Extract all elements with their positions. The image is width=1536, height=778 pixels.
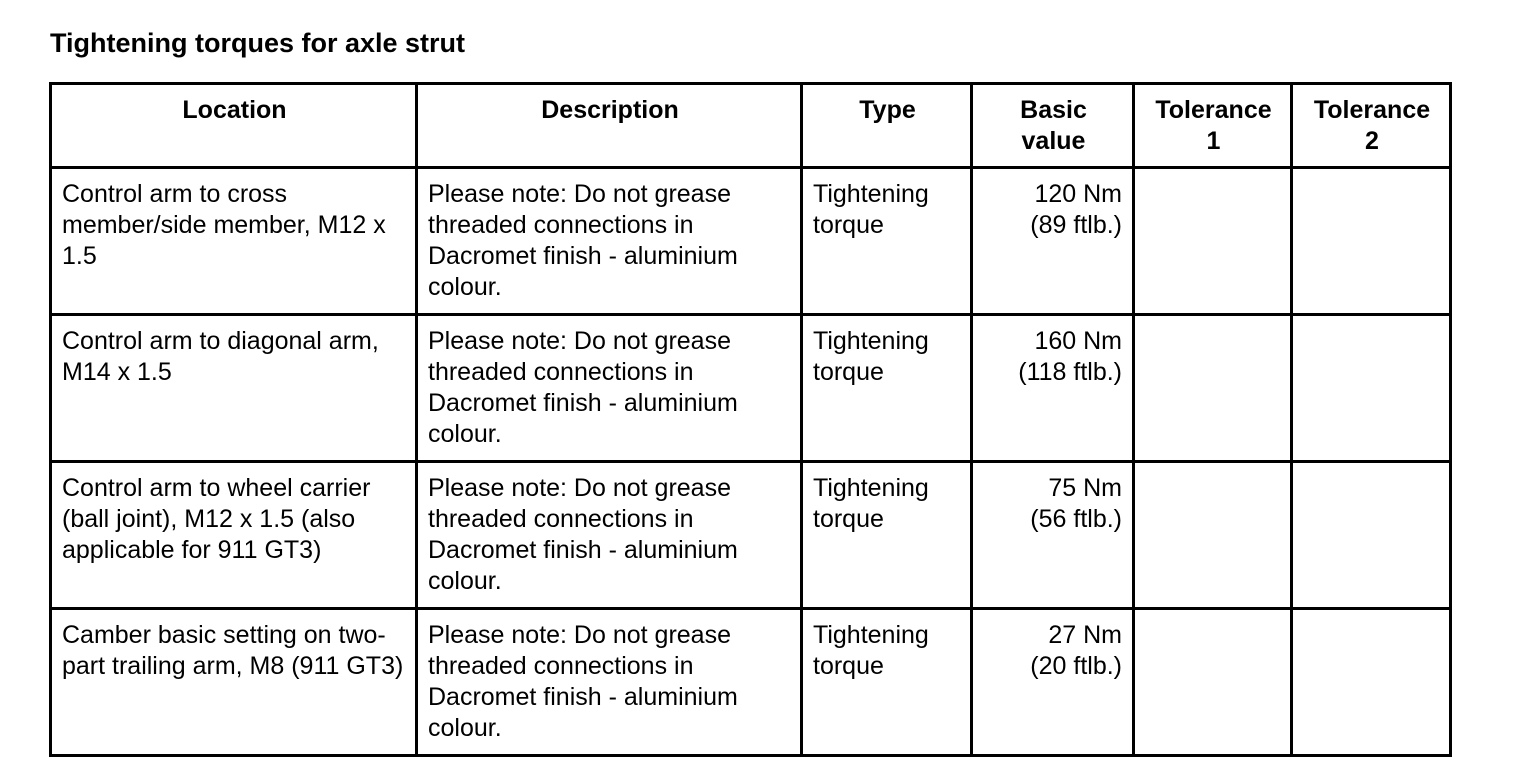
cell-tolerance-1 <box>1134 315 1292 462</box>
cell-basic-value <box>972 168 1134 315</box>
basic-value-nm: 120 Nm <box>1034 180 1122 208</box>
header-tolerance-2-line1: Tolerance <box>1313 96 1431 124</box>
cell-basic-value <box>972 462 1134 609</box>
page-title: Tightening torques for axle strut <box>50 28 466 58</box>
basic-value-nm: 75 Nm <box>1048 474 1122 502</box>
cell-location: Control arm to wheel carrier (ball joint), M12 x 1.5 (also applicable for 911 GT3) <box>51 462 417 609</box>
cell-tolerance-2 <box>1292 609 1451 756</box>
cell-location: Camber basic setting on two-part trailing arm, M8 (911 GT3) <box>51 609 417 756</box>
header-tolerance-1 <box>1134 84 1292 168</box>
cell-tolerance-2 <box>1292 168 1451 315</box>
header-tolerance-2 <box>1292 84 1451 168</box>
cell-tolerance-1 <box>1134 462 1292 609</box>
cell-type: Tightening torque <box>802 168 972 315</box>
cell-description: Please note: Do not grease threaded connections in Dacromet finish - aluminium colour. <box>417 315 802 462</box>
cell-description: Please note: Do not grease threaded connections in Dacromet finish - aluminium colour. <box>417 168 802 315</box>
table-row <box>51 462 1451 609</box>
header-basic-value <box>972 84 1134 168</box>
header-type: Type <box>802 84 972 168</box>
cell-tolerance-1 <box>1134 168 1292 315</box>
header-description: Description <box>417 84 802 168</box>
basic-value-nm: 160 Nm <box>1034 327 1122 355</box>
cell-tolerance-2 <box>1292 462 1451 609</box>
table-row <box>51 609 1451 756</box>
cell-type: Tightening torque <box>802 462 972 609</box>
header-basic-value-line1: Basic <box>1020 96 1087 124</box>
table-header-row <box>51 84 1451 168</box>
cell-type: Tightening torque <box>802 315 972 462</box>
header-basic-value-line2: value <box>1021 127 1086 155</box>
cell-description: Please note: Do not grease threaded connections in Dacromet finish - aluminium colour. <box>417 462 802 609</box>
cell-type: Tightening torque <box>802 609 972 756</box>
cell-tolerance-1 <box>1134 609 1292 756</box>
cell-basic-value <box>972 315 1134 462</box>
cell-description: Please note: Do not grease threaded connections in Dacromet finish - aluminium colour. <box>417 609 802 756</box>
basic-value-ftlb: (56 ftlb.) <box>1030 505 1122 533</box>
cell-location: Control arm to cross member/side member, M12 x 1.5 <box>51 168 417 315</box>
basic-value-ftlb: (20 ftlb.) <box>1030 652 1122 680</box>
basic-value-nm: 27 Nm <box>1048 621 1122 649</box>
header-tolerance-1-line1: Tolerance <box>1155 96 1272 124</box>
table-row <box>51 168 1451 315</box>
header-tolerance-1-line2: 1 <box>1206 127 1221 155</box>
cell-tolerance-2 <box>1292 315 1451 462</box>
basic-value-ftlb: (118 ftlb.) <box>1018 358 1122 386</box>
cell-location: Control arm to diagonal arm, M14 x 1.5 <box>51 315 417 462</box>
table-row <box>51 315 1451 462</box>
header-tolerance-2-line2: 2 <box>1365 127 1379 155</box>
torque-table <box>49 82 1452 757</box>
cell-basic-value <box>972 609 1134 756</box>
header-location: Location <box>51 84 417 168</box>
basic-value-ftlb: (89 ftlb.) <box>1030 211 1122 239</box>
